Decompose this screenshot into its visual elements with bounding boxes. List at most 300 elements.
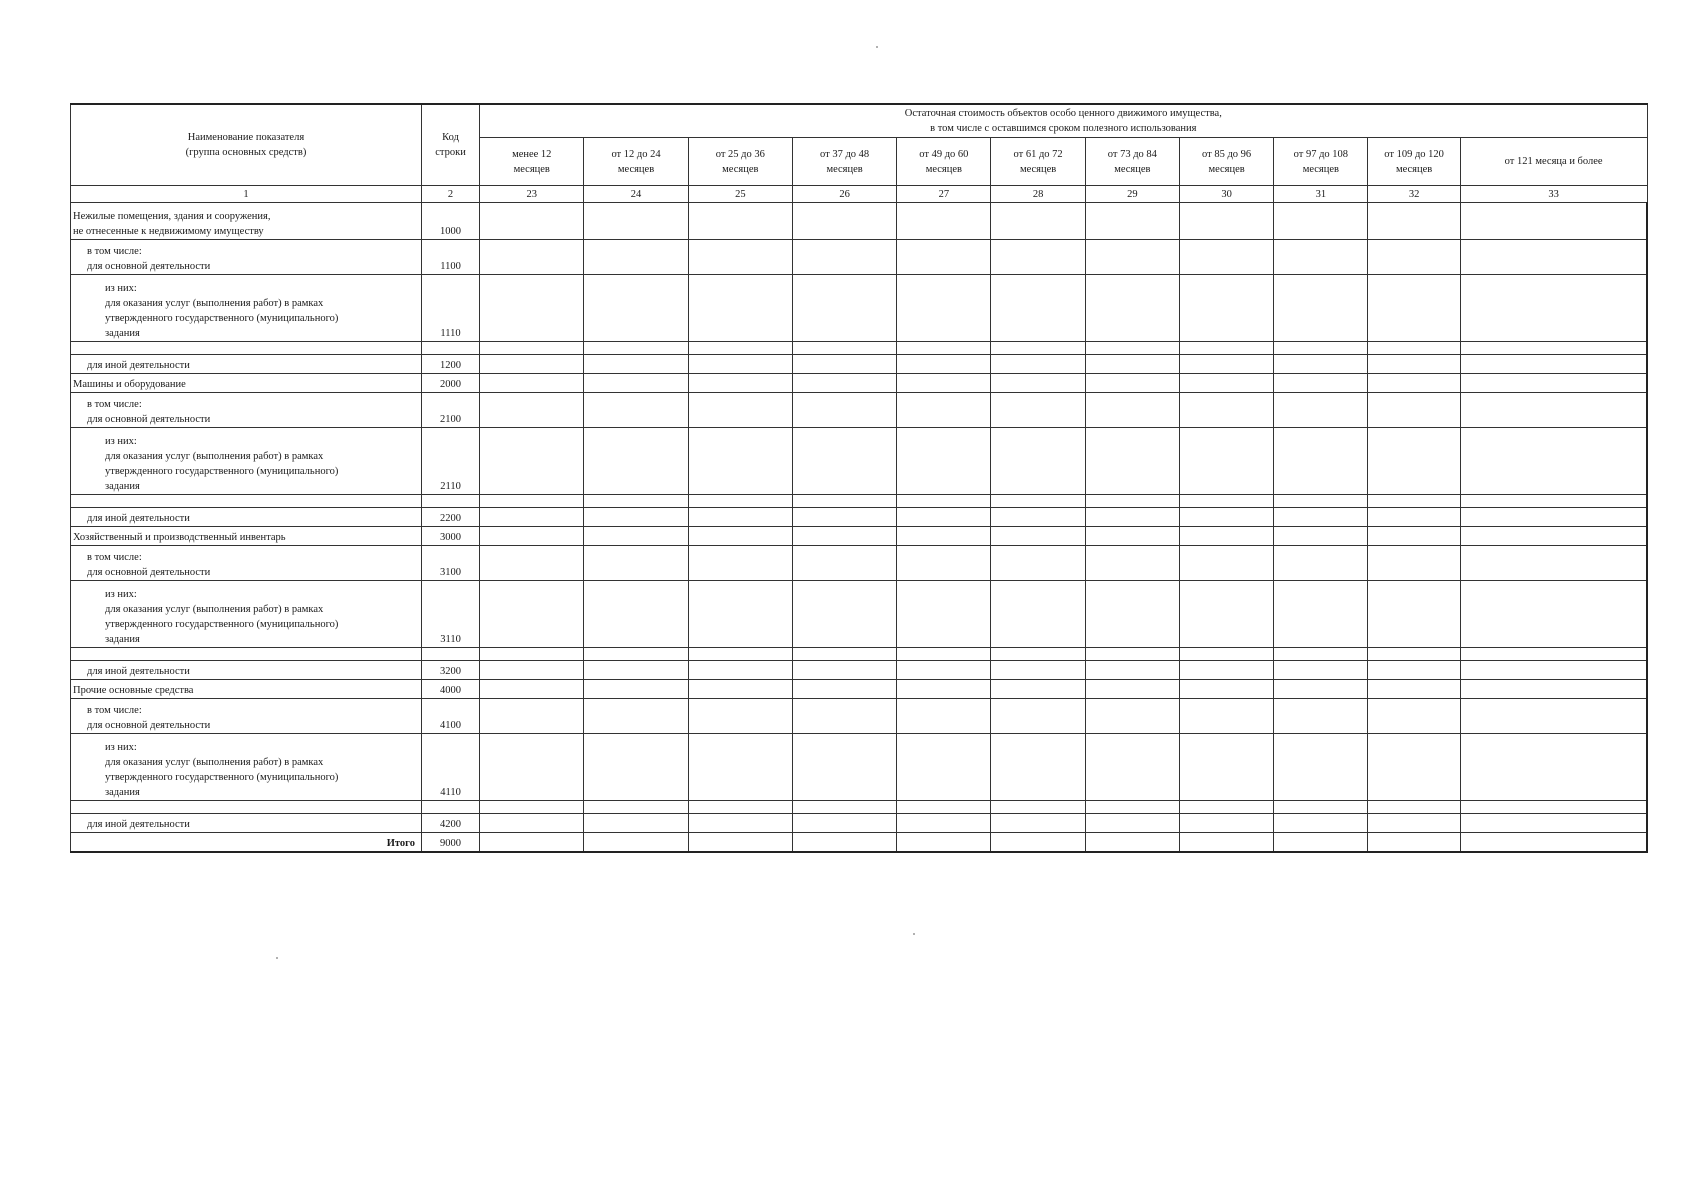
value-cell <box>1460 648 1647 661</box>
value-cell <box>991 495 1085 508</box>
row-code: 4200 <box>421 814 479 833</box>
column-number: 23 <box>480 186 584 203</box>
value-cell <box>1368 393 1460 428</box>
value-cell <box>480 814 584 833</box>
value-cell <box>480 661 584 680</box>
row-code: 4000 <box>421 680 479 699</box>
value-cell <box>991 546 1085 581</box>
indicator-name: из них: для оказания услуг (выполнения работ) в рамках утвержденного государственного (муниципального) задания <box>71 428 422 495</box>
column-number: 28 <box>991 186 1085 203</box>
value-cell <box>584 661 688 680</box>
value-cell <box>897 203 991 240</box>
value-cell <box>688 699 792 734</box>
value-cell <box>480 581 584 648</box>
indicator-name: из них: для оказания услуг (выполнения работ) в рамках утвержденного государственного (муниципального) задания <box>71 734 422 801</box>
value-cell <box>1460 814 1647 833</box>
value-cell <box>1368 495 1460 508</box>
table-row <box>71 275 1648 342</box>
value-cell <box>1085 203 1179 240</box>
value-cell <box>792 801 896 814</box>
row-code: 2000 <box>421 374 479 393</box>
value-cell <box>688 428 792 495</box>
value-cell <box>1085 374 1179 393</box>
value-cell <box>1460 240 1647 275</box>
value-cell <box>1368 661 1460 680</box>
header-residual-value-group: Остаточная стоимость объектов особо ценного движимого имущества, в том числе с оставшимся сроком полезного использования <box>480 104 1647 138</box>
scan-speck <box>913 933 915 935</box>
indicator-name: для иной деятельности <box>71 814 422 833</box>
value-cell <box>480 648 584 661</box>
value-cell <box>1368 648 1460 661</box>
value-cell <box>1368 801 1460 814</box>
value-cell <box>897 527 991 546</box>
row-code: 3100 <box>421 546 479 581</box>
row-code <box>421 648 479 661</box>
header-period-9: от 97 до 108 месяцев <box>1274 138 1368 186</box>
value-cell <box>480 546 584 581</box>
value-cell <box>1274 374 1368 393</box>
value-cell <box>1085 734 1179 801</box>
value-cell <box>991 833 1085 853</box>
value-cell <box>688 661 792 680</box>
value-cell <box>1368 734 1460 801</box>
value-cell <box>1274 203 1368 240</box>
indicator-name: для иной деятельности <box>71 355 422 374</box>
table-row <box>71 240 1648 275</box>
value-cell <box>897 495 991 508</box>
header-period-2: от 12 до 24 месяцев <box>584 138 688 186</box>
header-period-1: менее 12 месяцев <box>480 138 584 186</box>
spacer-row <box>71 801 1648 814</box>
value-cell <box>480 833 584 853</box>
value-cell <box>792 661 896 680</box>
table-row <box>71 508 1648 527</box>
indicator-name: Итого <box>71 833 422 853</box>
value-cell <box>584 275 688 342</box>
value-cell <box>1274 801 1368 814</box>
indicator-name: из них: для оказания услуг (выполнения работ) в рамках утвержденного государственного (муниципального) задания <box>71 275 422 342</box>
value-cell <box>480 428 584 495</box>
value-cell <box>1179 355 1273 374</box>
row-code: 3110 <box>421 581 479 648</box>
value-cell <box>480 393 584 428</box>
value-cell <box>688 203 792 240</box>
value-cell <box>792 508 896 527</box>
value-cell <box>897 734 991 801</box>
value-cell <box>1460 680 1647 699</box>
value-cell <box>584 393 688 428</box>
value-cell <box>991 734 1085 801</box>
indicator-name: из них: для оказания услуг (выполнения работ) в рамках утвержденного государственного (муниципального) задания <box>71 581 422 648</box>
value-cell <box>688 581 792 648</box>
value-cell <box>1274 508 1368 527</box>
value-cell <box>991 374 1085 393</box>
value-cell <box>688 355 792 374</box>
column-number: 33 <box>1460 186 1647 203</box>
indicator-name: в том числе: для основной деятельности <box>71 546 422 581</box>
header-period-6: от 61 до 72 месяцев <box>991 138 1085 186</box>
scan-speck <box>276 957 278 959</box>
value-cell <box>1460 734 1647 801</box>
value-cell <box>1460 428 1647 495</box>
column-number: 30 <box>1179 186 1273 203</box>
column-number: 32 <box>1368 186 1460 203</box>
value-cell <box>1085 680 1179 699</box>
value-cell <box>792 648 896 661</box>
value-cell <box>792 527 896 546</box>
row-code <box>421 342 479 355</box>
value-cell <box>1179 495 1273 508</box>
value-cell <box>1179 393 1273 428</box>
value-cell <box>1274 680 1368 699</box>
value-cell <box>688 680 792 699</box>
value-cell <box>584 814 688 833</box>
value-cell <box>897 680 991 699</box>
value-cell <box>1085 495 1179 508</box>
column-number: 1 <box>71 186 422 203</box>
header-period-11: от 121 месяца и более <box>1460 138 1647 186</box>
row-code <box>421 495 479 508</box>
value-cell <box>1274 428 1368 495</box>
header-period-7: от 73 до 84 месяцев <box>1085 138 1179 186</box>
value-cell <box>1368 527 1460 546</box>
value-cell <box>991 342 1085 355</box>
value-cell <box>480 240 584 275</box>
table-row <box>71 203 1648 240</box>
value-cell <box>1085 814 1179 833</box>
value-cell <box>584 495 688 508</box>
value-cell <box>1368 240 1460 275</box>
value-cell <box>1274 495 1368 508</box>
table-row <box>71 374 1648 393</box>
value-cell <box>688 374 792 393</box>
row-code: 9000 <box>421 833 479 853</box>
residual-value-table <box>70 103 1648 853</box>
table-row <box>71 428 1648 495</box>
value-cell <box>897 275 991 342</box>
indicator-name <box>71 648 422 661</box>
value-cell <box>1179 661 1273 680</box>
spacer-row <box>71 495 1648 508</box>
value-cell <box>897 833 991 853</box>
scan-speck <box>876 46 878 48</box>
table-row <box>71 661 1648 680</box>
header-indicator-name: Наименование показателя (группа основных средств) <box>71 104 422 186</box>
value-cell <box>584 508 688 527</box>
value-cell <box>1274 833 1368 853</box>
value-cell <box>792 734 896 801</box>
value-cell <box>584 833 688 853</box>
value-cell <box>1460 581 1647 648</box>
value-cell <box>1460 546 1647 581</box>
value-cell <box>1179 527 1273 546</box>
value-cell <box>1274 342 1368 355</box>
value-cell <box>1179 203 1273 240</box>
value-cell <box>584 374 688 393</box>
value-cell <box>480 342 584 355</box>
indicator-name: Прочие основные средства <box>71 680 422 699</box>
value-cell <box>1085 546 1179 581</box>
value-cell <box>991 680 1085 699</box>
value-cell <box>991 801 1085 814</box>
value-cell <box>688 393 792 428</box>
value-cell <box>688 801 792 814</box>
indicator-name: для иной деятельности <box>71 661 422 680</box>
value-cell <box>1085 393 1179 428</box>
row-code: 3200 <box>421 661 479 680</box>
value-cell <box>584 355 688 374</box>
value-cell <box>1085 699 1179 734</box>
value-cell <box>792 699 896 734</box>
value-cell <box>1368 833 1460 853</box>
value-cell <box>1085 527 1179 546</box>
table-body <box>71 203 1648 853</box>
header-period-4: от 37 до 48 месяцев <box>792 138 896 186</box>
indicator-name <box>71 801 422 814</box>
value-cell <box>897 240 991 275</box>
value-cell <box>584 546 688 581</box>
row-code: 4110 <box>421 734 479 801</box>
indicator-name: в том числе: для основной деятельности <box>71 699 422 734</box>
value-cell <box>1460 527 1647 546</box>
value-cell <box>1179 734 1273 801</box>
value-cell <box>991 814 1085 833</box>
value-cell <box>584 801 688 814</box>
row-code: 1200 <box>421 355 479 374</box>
table-row <box>71 734 1648 801</box>
value-cell <box>792 342 896 355</box>
value-cell <box>1179 814 1273 833</box>
value-cell <box>897 661 991 680</box>
value-cell <box>991 275 1085 342</box>
column-number: 25 <box>688 186 792 203</box>
value-cell <box>1368 699 1460 734</box>
header-row-code: Код строки <box>421 104 479 186</box>
column-number: 29 <box>1085 186 1179 203</box>
value-cell <box>688 495 792 508</box>
value-cell <box>1085 833 1179 853</box>
value-cell <box>897 546 991 581</box>
indicator-name: в том числе: для основной деятельности <box>71 240 422 275</box>
value-cell <box>1274 393 1368 428</box>
value-cell <box>688 546 792 581</box>
value-cell <box>480 203 584 240</box>
value-cell <box>1460 355 1647 374</box>
value-cell <box>584 203 688 240</box>
value-cell <box>480 495 584 508</box>
value-cell <box>1368 203 1460 240</box>
spacer-row <box>71 342 1648 355</box>
value-cell <box>897 648 991 661</box>
value-cell <box>584 342 688 355</box>
table-row <box>71 814 1648 833</box>
value-cell <box>792 495 896 508</box>
value-cell <box>897 699 991 734</box>
value-cell <box>1274 648 1368 661</box>
indicator-name: Нежилые помещения, здания и сооружения, не отнесенные к недвижимому имуществу <box>71 203 422 240</box>
table-row <box>71 355 1648 374</box>
value-cell <box>897 801 991 814</box>
value-cell <box>584 680 688 699</box>
indicator-name <box>71 342 422 355</box>
value-cell <box>991 393 1085 428</box>
header-period-8: от 85 до 96 месяцев <box>1179 138 1273 186</box>
value-cell <box>991 240 1085 275</box>
value-cell <box>1368 428 1460 495</box>
value-cell <box>1179 240 1273 275</box>
row-code: 3000 <box>421 527 479 546</box>
value-cell <box>480 374 584 393</box>
value-cell <box>480 734 584 801</box>
value-cell <box>1368 342 1460 355</box>
table-row <box>71 699 1648 734</box>
row-code: 2110 <box>421 428 479 495</box>
value-cell <box>792 546 896 581</box>
value-cell <box>1085 508 1179 527</box>
value-cell <box>1179 699 1273 734</box>
value-cell <box>991 661 1085 680</box>
spacer-row <box>71 648 1648 661</box>
value-cell <box>1179 648 1273 661</box>
value-cell <box>584 734 688 801</box>
value-cell <box>1085 240 1179 275</box>
column-numbers-row <box>71 186 1648 203</box>
value-cell <box>1460 275 1647 342</box>
value-cell <box>1368 546 1460 581</box>
value-cell <box>584 527 688 546</box>
value-cell <box>897 581 991 648</box>
row-code: 2100 <box>421 393 479 428</box>
row-code: 4100 <box>421 699 479 734</box>
value-cell <box>1179 680 1273 699</box>
value-cell <box>991 508 1085 527</box>
value-cell <box>1368 355 1460 374</box>
value-cell <box>991 699 1085 734</box>
value-cell <box>1085 648 1179 661</box>
value-cell <box>1368 374 1460 393</box>
value-cell <box>1274 814 1368 833</box>
table-row <box>71 680 1648 699</box>
value-cell <box>688 833 792 853</box>
value-cell <box>480 527 584 546</box>
value-cell <box>688 275 792 342</box>
value-cell <box>688 508 792 527</box>
row-code <box>421 801 479 814</box>
value-cell <box>480 699 584 734</box>
value-cell <box>1460 203 1647 240</box>
value-cell <box>792 374 896 393</box>
value-cell <box>897 508 991 527</box>
value-cell <box>1368 814 1460 833</box>
row-code: 1100 <box>421 240 479 275</box>
value-cell <box>480 275 584 342</box>
value-cell <box>792 581 896 648</box>
value-cell <box>1179 374 1273 393</box>
value-cell <box>1179 581 1273 648</box>
value-cell <box>688 527 792 546</box>
column-number: 31 <box>1274 186 1368 203</box>
value-cell <box>480 355 584 374</box>
value-cell <box>1368 581 1460 648</box>
indicator-name: Машины и оборудование <box>71 374 422 393</box>
value-cell <box>897 374 991 393</box>
value-cell <box>1460 374 1647 393</box>
value-cell <box>1274 527 1368 546</box>
value-cell <box>1274 661 1368 680</box>
value-cell <box>1179 833 1273 853</box>
table-row <box>71 581 1648 648</box>
value-cell <box>1460 801 1647 814</box>
value-cell <box>1274 546 1368 581</box>
value-cell <box>1085 581 1179 648</box>
value-cell <box>897 393 991 428</box>
value-cell <box>480 680 584 699</box>
row-code: 2200 <box>421 508 479 527</box>
row-code: 1000 <box>421 203 479 240</box>
value-cell <box>584 240 688 275</box>
value-cell <box>991 581 1085 648</box>
value-cell <box>584 648 688 661</box>
value-cell <box>991 428 1085 495</box>
value-cell <box>991 355 1085 374</box>
value-cell <box>792 240 896 275</box>
table-row <box>71 527 1648 546</box>
value-cell <box>1368 680 1460 699</box>
value-cell <box>1179 342 1273 355</box>
value-cell <box>688 734 792 801</box>
value-cell <box>897 428 991 495</box>
table-row <box>71 393 1648 428</box>
value-cell <box>1085 661 1179 680</box>
value-cell <box>688 342 792 355</box>
value-cell <box>584 699 688 734</box>
value-cell <box>480 801 584 814</box>
value-cell <box>792 428 896 495</box>
value-cell <box>1460 342 1647 355</box>
table-row <box>71 546 1648 581</box>
value-cell <box>792 275 896 342</box>
value-cell <box>1274 240 1368 275</box>
value-cell <box>792 680 896 699</box>
value-cell <box>1085 275 1179 342</box>
value-cell <box>1274 355 1368 374</box>
value-cell <box>1274 699 1368 734</box>
value-cell <box>792 833 896 853</box>
value-cell <box>792 393 896 428</box>
indicator-name <box>71 495 422 508</box>
value-cell <box>1179 508 1273 527</box>
value-cell <box>897 814 991 833</box>
value-cell <box>1368 508 1460 527</box>
column-number: 2 <box>421 186 479 203</box>
value-cell <box>688 648 792 661</box>
value-cell <box>584 581 688 648</box>
value-cell <box>792 203 896 240</box>
value-cell <box>991 648 1085 661</box>
value-cell <box>897 355 991 374</box>
value-cell <box>897 342 991 355</box>
value-cell <box>1179 275 1273 342</box>
value-cell <box>1460 393 1647 428</box>
value-cell <box>1460 495 1647 508</box>
column-number: 26 <box>792 186 896 203</box>
value-cell <box>1085 342 1179 355</box>
column-number: 27 <box>897 186 991 203</box>
value-cell <box>688 814 792 833</box>
value-cell <box>792 355 896 374</box>
value-cell <box>1368 275 1460 342</box>
value-cell <box>1179 428 1273 495</box>
